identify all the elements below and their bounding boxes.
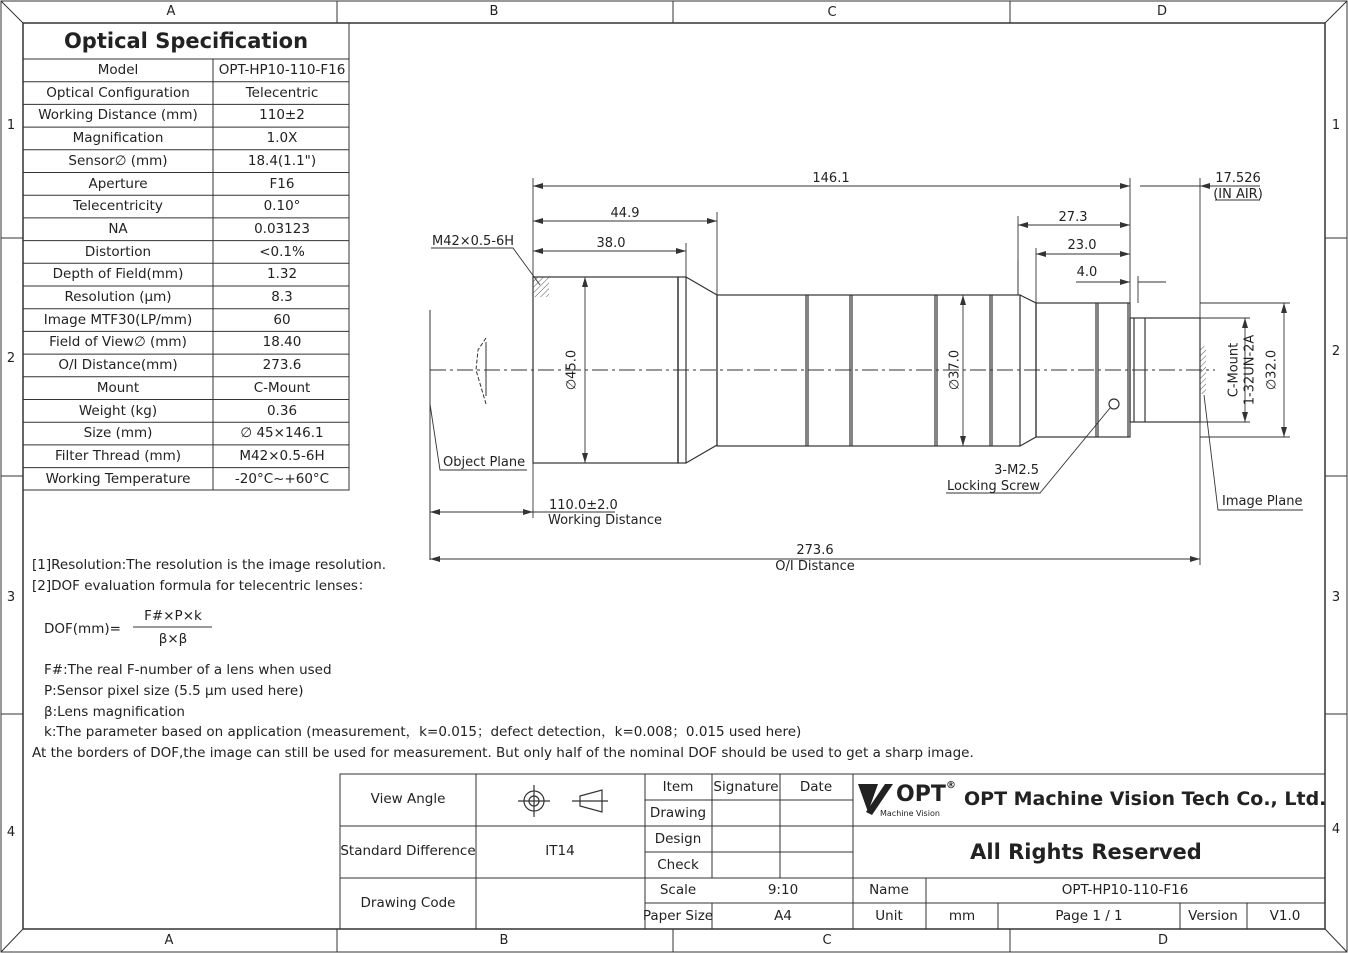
frame-col-label: D [1156,4,1168,19]
rights-text: All Rights Reserved [970,840,1202,864]
dim-barrel-length: 38.0 [596,236,626,251]
dim-flange: 4.0 [1076,265,1098,280]
spec-row-value: 110±2 [259,107,305,124]
spec-row-value: 1.0X [266,130,298,147]
spec-row-label: Filter Thread (mm) [54,447,182,464]
frame-col-label: A [166,4,176,19]
spec-row-value: 1.32 [266,266,298,283]
dia-rear: ∅32.0 [1264,349,1280,391]
spec-row-value: ∅ 45×146.1 [240,425,324,442]
signature-header: Signature [713,779,779,795]
spec-row-label: Distortion [84,243,152,260]
company-name: OPT Machine Vision Tech Co., Ltd. [964,788,1327,810]
spec-row-value: 0.03123 [254,220,310,237]
date-header: Date [799,779,833,795]
spec-title: Optical Specification [63,29,309,53]
lens-outline [430,277,1215,463]
working-distance-label: Working Distance [548,513,662,528]
dia-front: ∅45.0 [564,349,580,391]
page-number: Page 1 / 1 [1055,908,1123,924]
spec-row-value: OPT-HP10-110-F16 [218,62,346,78]
drawing-sheet: A B C D A B C D 1 2 3 4 1 2 3 4 Optical Specification Model OPT-HP10-110-F16 Optical Configuration Telecentric Working Distance (mm) 110±2 Magnification 1.0X Sensor∅ (mm) 18.4(1.1") Aperture F16 Telecentricity 0.10° NA 0.03123 Distortion <0.1% Depth of Field(mm) 1.32 Resolution (μm) 8.3 Image MTF30(LP/mm) 60 Field of View∅ (mm) 18.40 O/I Distance(mm) 273.6 Mount C-Mount Weight (kg) 0.36 Size (mm) ∅ 45×146.1 Filter Thread (mm) M42×0.5-6H Working Temperature -20°C~+60°C 146.1 17.526 (IN AIR) 44.9 38.0 M42×0.5-6H 27.3 23.0 4.0 ∅45.0 ∅37.0 C-Mount 1-32UN-2A ∅32.0 Object Plane 3-M2.5 Locking Screw Image Plane 110.0±2.0 Working Distance 273.6 O/I Distance [1]Resolution:The resolution is the image resolution. [2]DOF evaluation formula for telecentric lenses： DOF(mm)= F#×P×k β×β F#:The real F-number of a lens when used P:Sensor pixel size (5.5 μm used here) β:Lens magnification k:The parameter based on application (measurement，k=0.015；defect detection，k=0.008；0.015 used here) At the borders of DOF,the image can still be used for measurement. But only half of the nominal DOF should be used to get a sharp image. View Angle Standard Difference IT14 Drawing Code Item Signature Date Drawing Design Check Scale 9:10 Paper Size A4 OPT ® Machine Vision OPT Machine Vision Tech Co., Ltd. All Rights Reserved Name OPT-HP10-110-F16 Unit mm Page 1 / 1 Version V1.0 [0,0,1348,953]
frame-row-label: 2 [1331,344,1341,359]
cmount-label: C-Mount [1226,342,1242,398]
dim-front-length: 44.9 [610,206,640,221]
spec-row-label: Working Temperature [45,470,191,487]
spec-row-value: 0.10° [263,198,301,215]
spec-row-value: <0.1% [259,243,305,260]
spec-row-label: Optical Configuration [46,84,190,101]
dof-formula-numerator: F#×P×k [144,608,202,624]
note-dof-intro: [2]DOF evaluation formula for telecentric lenses： [32,578,372,594]
note-dof-border: At the borders of DOF,the image can still be used for measurement. But only half of the nominal DOF should be used to get a sharp image. [32,745,974,761]
note-fnumber: F#:The real F-number of a lens when used [44,662,332,678]
spec-row-value: -20°C~+60°C [234,470,330,487]
spec-row-label: Mount [96,379,140,396]
spec-row-label: Size (mm) [83,425,153,442]
check-row-label: Check [657,857,699,873]
spec-row-value: 273.6 [262,357,302,374]
version-label: Version [1188,908,1238,924]
design-row-label: Design [654,831,702,847]
image-plane-label: Image Plane [1222,494,1303,509]
dia-mid: ∅37.0 [947,349,963,391]
note-magnification: β:Lens magnification [44,704,185,720]
spec-row-value: 18.40 [262,334,302,351]
dim-rear-body: 23.0 [1067,238,1097,253]
spec-row-label: Depth of Field(mm) [52,266,184,283]
projection-symbol-icon [518,785,608,817]
item-header: Item [662,779,694,795]
frame-col-label: C [827,5,837,20]
spec-row-value: C-Mount [253,379,311,396]
screw-spec: 3-M2.5 [994,463,1039,478]
dof-formula-denominator: β×β [158,631,188,647]
oi-distance-value: 273.6 [796,543,834,558]
frame-col-label: B [499,933,509,948]
scale-label: Scale [659,882,697,898]
frame-row-label: 4 [6,825,16,840]
scale-value: 9:10 [767,882,799,898]
frame-col-label: A [164,933,174,948]
dim-rear-length: 27.3 [1058,210,1088,225]
view-angle-label: View Angle [370,791,446,807]
logo-subtitle: Machine Vision [880,809,940,818]
name-label: Name [869,882,909,898]
spec-row-value: Telecentric [245,84,319,101]
unit-value: mm [948,908,976,924]
spec-row-label: Working Distance (mm) [38,107,198,124]
spec-row-label: Telecentricity [73,198,163,215]
object-plane-label: Object Plane [443,455,526,470]
note-k: k:The parameter based on application (measurement，k=0.015；defect detection，k=0.008；0.015 used here) [44,724,802,740]
spec-row-value: F16 [269,175,295,192]
paper-size-value: A4 [774,908,792,924]
drawing-code-label: Drawing Code [360,895,456,911]
version-value: V1.0 [1269,908,1301,924]
note-pixel: P:Sensor pixel size (5.5 μm used here) [44,683,304,699]
frame-col-label: D [1157,933,1169,948]
name-value: OPT-HP10-110-F16 [1061,882,1189,898]
logo-text: OPT [896,782,946,807]
spec-row-value: M42×0.5-6H [239,447,325,464]
screw-label: Locking Screw [947,479,1040,494]
spec-row-label: O/I Distance(mm) [58,357,178,374]
standard-difference-value: IT14 [545,843,575,859]
working-distance-value: 110.0±2.0 [549,498,618,513]
spec-row-label: Image MTF30(LP/mm) [43,311,193,328]
paper-size-label: Paper Size [642,908,714,924]
frame-row-label: 2 [6,351,16,366]
frame-row-label: 3 [1331,590,1341,605]
frame-row-label: 1 [6,118,16,133]
frame-col-label: B [489,4,499,19]
spec-row-value: 8.3 [271,289,293,305]
dim-back-focal-note: (IN AIR) [1213,187,1263,202]
drawing-row-label: Drawing [649,805,707,821]
cmount-thread: 1-32UN-2A [1242,334,1258,406]
frame-row-label: 3 [6,590,16,605]
frame-col-label: C [822,933,832,948]
spec-row-label: Field of View∅ (mm) [49,334,187,351]
frame-row-label: 1 [1331,118,1341,133]
spec-row-label: Weight (kg) [78,402,158,419]
spec-row-label: NA [108,220,128,237]
spec-row-value: 0.36 [266,402,298,419]
spec-row-label: Resolution (μm) [64,289,172,305]
spec-row-label: Magnification [72,130,164,147]
object-plane-symbol [430,310,486,560]
dim-back-focal: 17.526 [1215,171,1261,186]
spec-row-label: Aperture [88,175,148,192]
spec-row-value: 60 [273,311,291,328]
standard-difference-label: Standard Difference [340,843,476,859]
frame-row-label: 4 [1331,822,1341,837]
spec-row-label: Sensor∅ (mm) [68,152,168,169]
note-resolution: [1]Resolution:The resolution is the image resolution. [32,557,387,573]
spec-row-value: 18.4(1.1") [247,152,317,169]
dof-formula-lhs: DOF(mm)= [44,621,121,637]
image-plane-hatch [1200,346,1206,394]
unit-label: Unit [875,908,903,924]
spec-row-label: Model [97,62,139,78]
oi-distance-label: O/I Distance [775,559,855,574]
filter-thread-callout: M42×0.5-6H [432,234,515,249]
dim-overall-length: 146.1 [812,171,850,186]
